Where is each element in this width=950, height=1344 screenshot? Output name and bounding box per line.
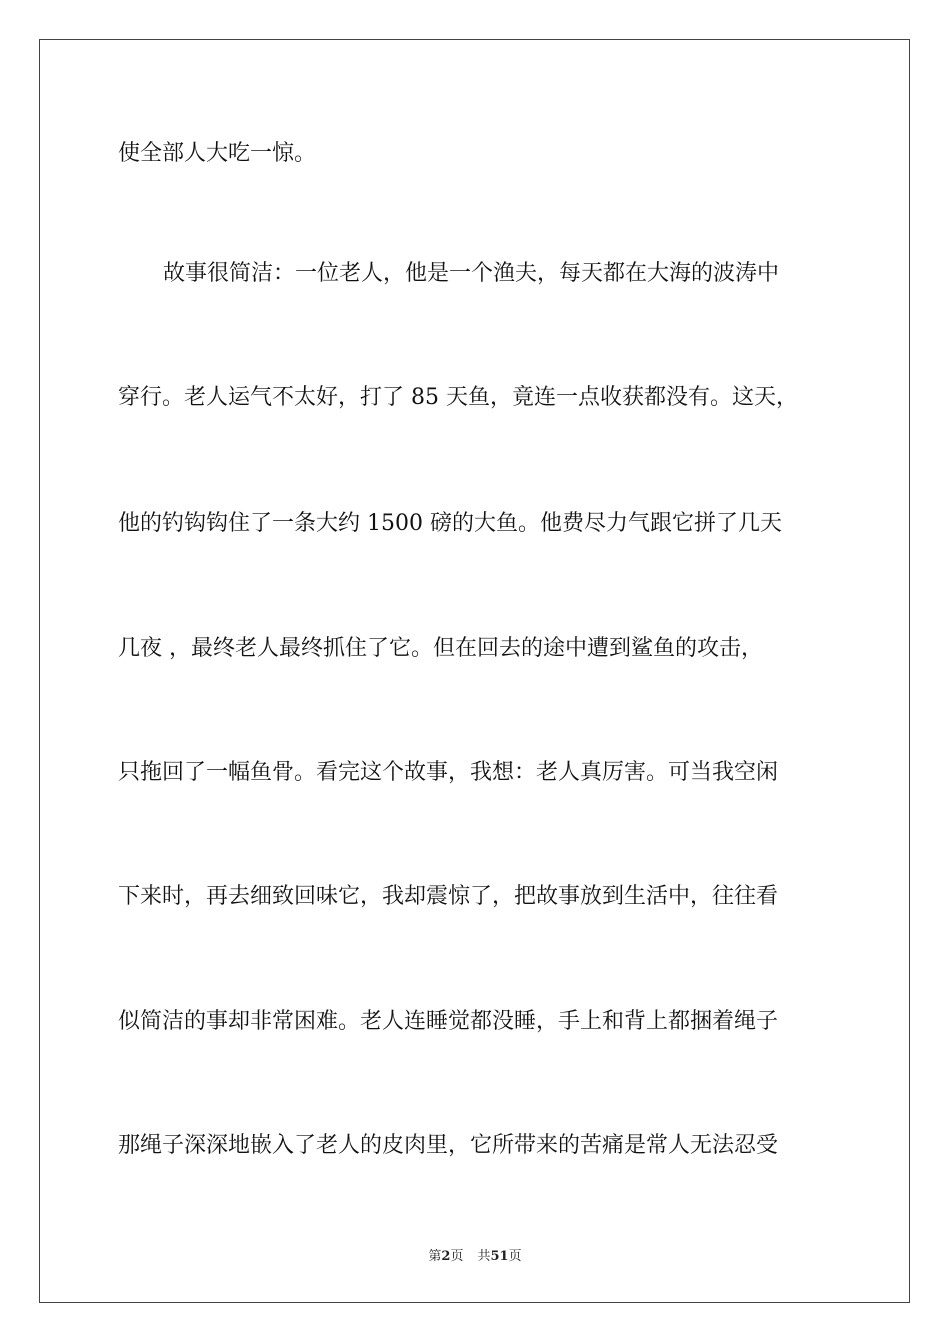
text-line-4: 他的钓钩钩住了一条大约 1500 磅的大鱼。他费尽力气跟它拼了几天 (118, 511, 782, 536)
text-line-1: 使全部人大吃一惊。 (118, 141, 317, 166)
text-line-8: 似简洁的事却非常困难。老人连睡觉都没睡，手上和背上都捆着绳子 (118, 1009, 779, 1034)
total-suffix: 页 (508, 1249, 522, 1264)
page-prefix: 第 (428, 1249, 442, 1264)
page-suffix: 页 (450, 1249, 464, 1264)
page-footer (0, 1248, 950, 1266)
text-line-3: 穿行。老人运气不太好，打了 85 天鱼，竟连一点收获都没有。这天， (118, 385, 798, 410)
text-line-7: 下来时，再去细致回味它，我却震惊了，把故事放到生活中，往往看 (118, 884, 779, 909)
page-border (39, 39, 910, 1303)
page-total: 51 (490, 1249, 509, 1264)
total-prefix: 共 (477, 1249, 491, 1264)
text-line-2: 故事很简洁：一位老人，他是一个渔夫，每天都在大海的波涛中 (163, 261, 780, 286)
page-current: 2 (441, 1249, 451, 1264)
text-line-5: 几夜 ，最终老人最终抓住了它。但在回去的途中遭到鲨鱼的攻击， (118, 636, 763, 661)
text-line-9: 那绳子深深地嵌入了老人的皮肉里，它所带来的苦痛是常人无法忍受 (118, 1133, 779, 1158)
text-line-6: 只拖回了一幅鱼骨。看完这个故事，我想：老人真厉害。可当我空闲 (118, 760, 779, 785)
